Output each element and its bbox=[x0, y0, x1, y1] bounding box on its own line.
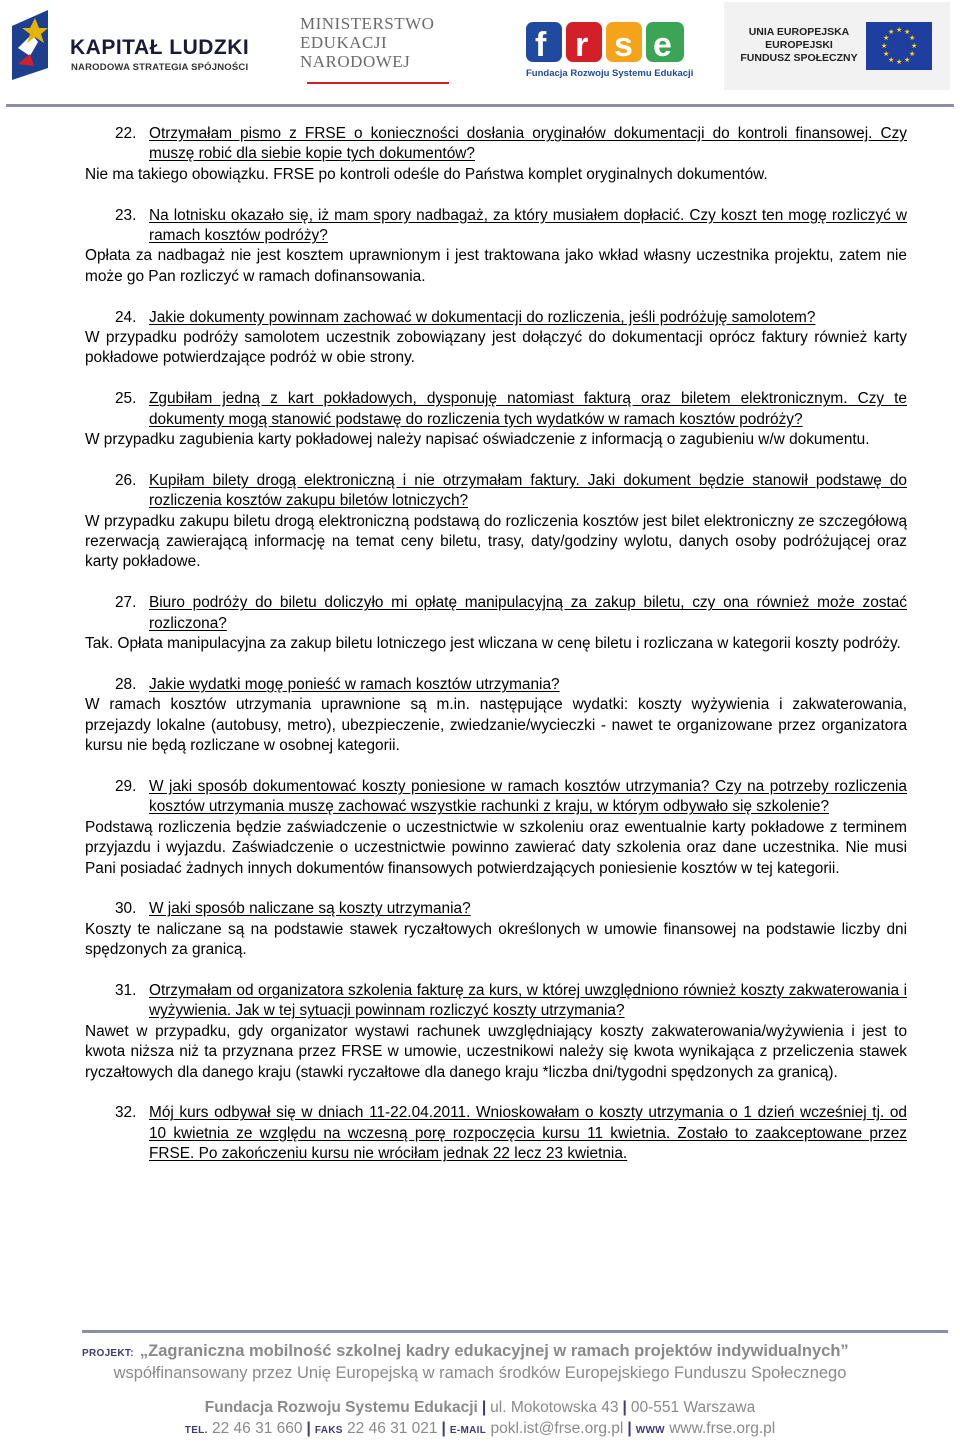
footer-contact-line bbox=[0, 1420, 960, 1438]
faq-question-number: 22. bbox=[115, 125, 137, 142]
ministerstwo-line-1: MINISTERSTWO bbox=[300, 14, 435, 33]
fax-label: FAKS bbox=[314, 1425, 343, 1436]
svg-text:r: r bbox=[575, 26, 589, 64]
footer-address: ul. Mokotowska 43 bbox=[490, 1399, 619, 1416]
faq-question-text: Zgubiłam jedną z kart pokładowych, dysponuję natomiast fakturą oraz biletem elektronicznym. Czy te dokumenty mogą stanowić podstawę do rozliczenia tych wydatków w ramach kosztów podróży? bbox=[149, 390, 907, 428]
faq-answer: Podstawą rozliczenia będzie zaświadczenie o uczestnictwie w szkoleniu oraz ewentualnie karty pokładowe z terminem przyjazdu i wyjazdu. Zaświadczenie o uczestnictwie powinno zawierać daty szkolenia oraz dane uczestnika. Nie musi Pani posiadać żadnych innych dokumentów finansowych potwierdzających poniesienie kosztów w tej kategorii. bbox=[85, 818, 907, 877]
document-header bbox=[0, 0, 960, 106]
faq-item bbox=[85, 389, 907, 450]
faq-question-number: 24. bbox=[115, 308, 137, 326]
faq-question bbox=[85, 308, 907, 328]
faq-question-number: 27. bbox=[115, 594, 137, 612]
faq-item bbox=[85, 593, 907, 654]
tel-label: TEL. bbox=[184, 1425, 208, 1436]
faq-question bbox=[85, 675, 907, 695]
faq-question-text: Kupiłam bilety drogą elektroniczną i nie otrzymałam faktury. Jaki dokument będzie stanowił podstawę do rozliczenia kosztów zakupu biletów lotniczych? bbox=[149, 471, 907, 510]
kapital-ludzki-subtitle: NARODOWA STRATEGIA SPÓJNOŚCI bbox=[71, 62, 249, 73]
ue-line-1: UNIA EUROPEJSKA bbox=[748, 26, 850, 38]
faq-question-text: Otrzymałam od organizatora szkolenia fakturę za kurs, w której uwzględniono również koszty zakwaterowania i wyżywienia. Jak w tej sytuacji powinnam rozliczyć koszty utrzymania? bbox=[149, 981, 907, 1020]
svg-text:★: ★ bbox=[888, 28, 895, 36]
svg-text:★: ★ bbox=[909, 50, 916, 58]
faq-item bbox=[85, 675, 907, 757]
faq-question bbox=[85, 777, 907, 818]
faq-item bbox=[85, 899, 907, 960]
faq-answer: Nawet w przypadku, gdy organizator wystawi rachunek uwzględniający koszty zakwaterowania/wyżywienia i jest to kwota niższa niż ta przyznana przez FRSE w umowie, uczestnikowi należy się kwota wynikająca z przeliczenia stawek ryczałtowych dla danego kraju (stawki ryczałtowe dla danego kraju *liczba dni/tygodni spędzonych za granicą). bbox=[85, 1022, 907, 1081]
separator: | bbox=[622, 1399, 627, 1416]
separator: | bbox=[306, 1420, 311, 1437]
faq-answer: W przypadku zakupu biletu drogą elektroniczną podstawą do rozliczenia kosztów jest bilet elektroniczny ze szczegółową rezerwacją zawierającą informację na temat ceny biletu, trasy, daty/godziny wylotu, danych osoby podróżującej oraz karty pokładowe. bbox=[85, 512, 907, 571]
faq-question-number: 25. bbox=[115, 390, 137, 408]
faq-question-text: W jaki sposób dokumentować koszty poniesione w ramach kosztów utrzymania? Czy na potrzeby rozliczenia kosztów utrzymania muszę zachować wszystkie rachunki z kraju, w którym odbywało się szkolenie? bbox=[149, 777, 907, 816]
footer-divider bbox=[82, 1330, 948, 1333]
svg-text:★: ★ bbox=[904, 28, 911, 36]
email-label: E-MAIL bbox=[449, 1425, 487, 1436]
faq-item bbox=[85, 124, 907, 185]
svg-text:★: ★ bbox=[904, 56, 911, 64]
ue-logo bbox=[724, 2, 950, 90]
faq-question bbox=[85, 471, 907, 512]
faq-question bbox=[85, 124, 907, 165]
ue-line-3: FUNDUSZ SPOŁECZNY bbox=[740, 52, 858, 64]
ministerstwo-line-2: EDUKACJI bbox=[300, 33, 388, 52]
faq-question bbox=[85, 206, 907, 247]
separator: | bbox=[481, 1399, 487, 1416]
svg-text:★: ★ bbox=[896, 58, 903, 66]
footer-postcode: 00-551 Warszawa bbox=[630, 1399, 756, 1416]
svg-text:★: ★ bbox=[881, 42, 888, 50]
faq-answer: Tak. Opłata manipulacyjna za zakup biletu lotniczego jest wliczana w cenę biletu i rozliczana w kategorii koszty podróży. bbox=[85, 635, 901, 653]
faq-question-text: Na lotnisku okazało się, iż mam spory nadbagaż, za który musiałem dopłacić. Czy koszt ten mogę rozliczyć w ramach kosztów podróży? bbox=[149, 206, 907, 245]
ministerstwo-line-3: NARODOWEJ bbox=[300, 52, 411, 71]
frse-name: Fundacja Rozwoju Systemu Edukacji bbox=[526, 68, 694, 79]
svg-text:s: s bbox=[614, 26, 633, 64]
faq-content bbox=[85, 124, 907, 1185]
ministerstwo-red-rule bbox=[307, 82, 449, 84]
faq-answer: Nie ma takiego obowiązku. FRSE po kontroli odeśle do Państwa komplet oryginalnych dokumentów. bbox=[85, 165, 768, 183]
faq-question bbox=[85, 389, 907, 430]
faq-item bbox=[85, 206, 907, 288]
faq-question-number: 30. bbox=[115, 900, 137, 918]
faq-question-text: Biuro podróży do biletu doliczyło mi opłatę manipulacyjną za zakup biletu, czy ona również może zostać rozliczona? bbox=[149, 594, 907, 632]
project-title: „Zagraniczna mobilność szkolnej kadry edukacyjnej w ramach projektów indywidualnych” bbox=[139, 1342, 849, 1360]
separator: | bbox=[627, 1420, 632, 1437]
faq-question-number: 26. bbox=[115, 471, 137, 489]
svg-text:★: ★ bbox=[896, 26, 903, 34]
faq-item bbox=[85, 1103, 907, 1164]
footer-email[interactable]: pokl.ist@frse.org.pl bbox=[490, 1420, 624, 1437]
footer-project-line bbox=[82, 1342, 952, 1361]
project-label: PROJEKT: bbox=[82, 1348, 134, 1359]
faq-question-text: Mój kurs odbywał się w dniach 11-22.04.2011. Wnioskowałam o koszty utrzymania o 1 dzień wcześniej tj. od 10 kwietnia ze względu na wczesną porę rozpoczęcia kursu 11 kwietnia. Zostało to zaakceptowane przez FRSE. Po zakończeniu kursu nie wróciłam jednak 22 lecz 23 kwietnia. bbox=[149, 1104, 907, 1163]
faq-answer: W przypadku podróży samolotem uczestnik zobowiązany jest dołączyć do dokumentacji oprócz faktury również karty pokładowe potwierdzające podróż w obie strony. bbox=[85, 329, 907, 367]
footer-www[interactable]: www.frse.org.pl bbox=[669, 1420, 776, 1437]
faq-answer: W ramach kosztów utrzymania uprawnione są m.in. następujące wydatki: koszty wyżywienia i zakwaterowania, przejazdy lokalne (autobusy, metro), ubezpieczenie, zwiedzanie/wycieczki - nawet te organizowane przez organizatora kursu nie będą rozliczane w osobnej kategorii. bbox=[85, 696, 907, 755]
faq-question-number: 29. bbox=[115, 777, 137, 795]
www-label: WWW bbox=[635, 1425, 665, 1436]
faq-question bbox=[85, 1103, 907, 1164]
header-divider bbox=[6, 104, 954, 107]
svg-text:★: ★ bbox=[909, 34, 916, 42]
faq-answer: Opłata za nadbagaż nie jest kosztem uprawnionym i jest traktowana jako wkład własny uczestnika projektu, zatem nie może go Pan rozliczyć w ramach dofinansowania. bbox=[85, 247, 907, 285]
footer-org: Fundacja Rozwoju Systemu Edukacji bbox=[204, 1399, 478, 1416]
faq-question-number: 31. bbox=[115, 981, 137, 999]
faq-question-number: 23. bbox=[115, 206, 137, 224]
faq-question-number: 28. bbox=[115, 675, 137, 693]
frse-wordmark-icon bbox=[526, 20, 696, 68]
ue-line-2: EUROPEJSKI bbox=[765, 39, 833, 51]
faq-answer: Koszty te naliczane są na podstawie stawek ryczałtowych określonych w umowie finansowej na podstawie liczby dni spędzonych za granicą. bbox=[85, 920, 907, 959]
footer-fax: 22 46 31 021 bbox=[347, 1420, 438, 1437]
footer-address-line bbox=[0, 1399, 960, 1417]
footer-cofinanced: współfinansowany przez Unię Europejską w ramach środków Europejskiego Funduszu Społecznego bbox=[113, 1364, 847, 1382]
separator: | bbox=[441, 1420, 446, 1437]
kapital-ludzki-emblem-icon bbox=[8, 8, 62, 82]
kapital-ludzki-logo bbox=[8, 8, 288, 84]
faq-answer: W przypadku zagubienia karty pokładowej należy napisać oświadczenie z informacją o zagubieniu w/w dokumentu. bbox=[85, 431, 870, 449]
faq-question bbox=[85, 593, 907, 634]
faq-question-number: 32. bbox=[115, 1104, 137, 1122]
faq-question-text: W jaki sposób naliczane są koszty utrzymania? bbox=[149, 900, 471, 918]
faq-question bbox=[85, 981, 907, 1022]
frse-logo bbox=[520, 16, 700, 86]
faq-item bbox=[85, 981, 907, 1083]
faq-question-text: Jakie dokumenty powinnam zachować w dokumentacji do rozliczenia, jeśli podróżuję samolotem? bbox=[149, 308, 816, 326]
svg-text:★: ★ bbox=[883, 34, 890, 42]
svg-text:★: ★ bbox=[888, 56, 895, 64]
faq-question-text: Jakie wydatki mogę ponieść w ramach kosztów utrzymania? bbox=[149, 675, 560, 693]
faq-item bbox=[85, 308, 907, 369]
svg-text:e: e bbox=[653, 26, 672, 64]
footer-tel: 22 46 31 660 bbox=[211, 1420, 303, 1437]
svg-text:★: ★ bbox=[883, 50, 890, 58]
svg-text:★: ★ bbox=[911, 42, 918, 50]
faq-question bbox=[85, 899, 907, 919]
faq-item bbox=[85, 777, 907, 879]
eu-flag-icon bbox=[866, 22, 932, 70]
svg-text:f: f bbox=[535, 26, 547, 64]
ministerstwo-logo bbox=[300, 14, 460, 84]
kapital-ludzki-title: KAPITAŁ LUDZKI bbox=[70, 36, 250, 59]
faq-question-text: Otrzymałam pismo z FRSE o konieczności dosłania oryginałów dokumentacji do kontroli finansowej. Czy muszę robić dla siebie kopie tych dokumentów? bbox=[149, 125, 907, 163]
faq-item bbox=[85, 471, 907, 573]
